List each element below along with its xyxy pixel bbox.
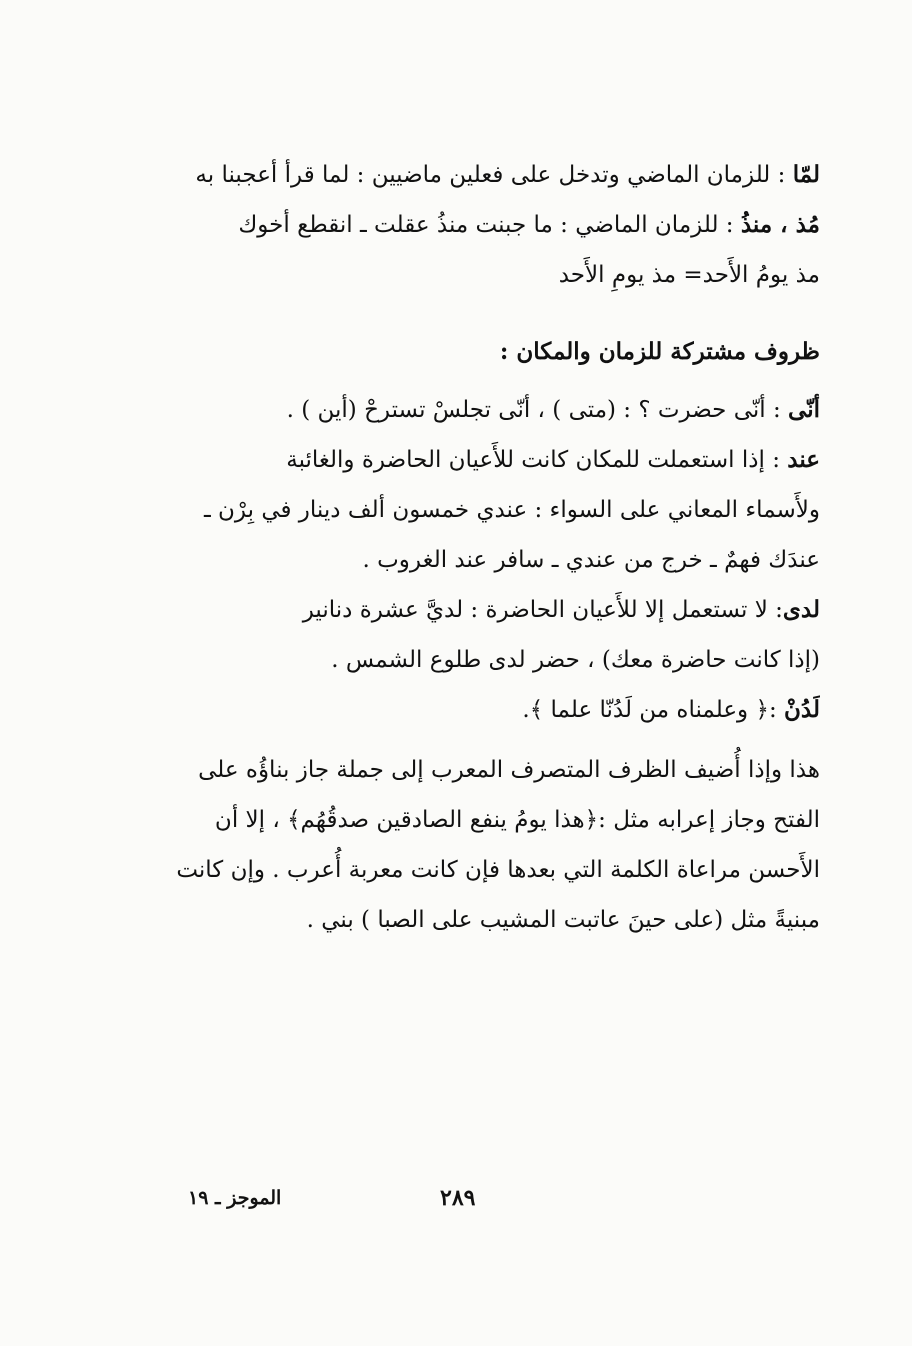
term-lada: لدى: [782, 596, 820, 623]
line-text: ولأَسماء المعاني على السواء : عندي خمسون ألف دينار في بِرْن ـ: [203, 497, 820, 523]
text-line: [140, 150, 820, 200]
line-text: :﴿ وعلمناه من لَدُنّا علما ﴾.: [522, 697, 785, 723]
paragraph-line: الأَحسن مراعاة الكلمة التي بعدها فإن كانت معربة أُعرب . وإن كانت: [176, 857, 820, 883]
line-text: : أنّى حضرت ؟ : (متى ) ، أنّى تجلسْ تسترحْ (أين ) .: [286, 397, 789, 423]
term-inda: عند: [787, 446, 820, 473]
text-line: [140, 585, 820, 635]
term-mudh: مُذ ، منذُ: [740, 211, 820, 238]
text-line: [140, 250, 820, 300]
line-text: : إذا استعملت للمكان كانت للأَعيان الحاضرة والغائبة: [286, 447, 788, 473]
section-shared-adverbs: [140, 385, 820, 735]
text-line: [140, 685, 820, 735]
page-number: ٢٨٩: [440, 1185, 476, 1211]
section-heading: ظروف مشتركة للزمان والمكان :: [499, 338, 820, 365]
term-anna: أنّى: [788, 396, 820, 423]
signature-mark: الموجز ـ ١٩: [188, 1187, 282, 1209]
term-ladun: لَدُنْ: [784, 696, 820, 723]
text-line: [140, 435, 820, 485]
line-text: عندَك فهمٌ ـ خرج من عندي ـ سافر عند الغروب .: [362, 547, 820, 573]
paragraph-line: هذا وإذا أُضيف الظرف المتصرف المعرب إلى جملة جاز بناؤُه على: [198, 757, 820, 783]
section-time-adverbs: [140, 150, 820, 300]
line-text: (إذا كانت حاضرة معك) ، حضر لدى طلوع الشمس .: [331, 647, 820, 673]
text-line: [140, 385, 820, 435]
paragraph-line: مبنيةً مثل (على حينَ عاتبت المشيب على الصبا ) بني .: [306, 907, 820, 933]
text-line: [140, 485, 820, 535]
paragraph-line: الفتح وجاز إعرابه مثل :﴿هذا يومُ ينفع الصادقين صدقُهُم﴾ ، إلا أن: [214, 807, 820, 833]
closing-paragraph: [140, 745, 820, 945]
line-text: : لا تستعمل إلا للأَعيان الحاضرة : لديَّ عشرة دنانير: [302, 597, 783, 623]
line-text: : للزمان الماضي : ما جبنت منذُ عقلت ـ انقطع أخوك: [238, 212, 741, 238]
line-text: : للزمان الماضي وتدخل على فعلين ماضيين : لما قرأ أعجبنا به: [195, 162, 793, 188]
text-line: [140, 535, 820, 585]
text-line: [140, 635, 820, 685]
term-lamma: لمّا: [792, 161, 820, 188]
line-text: مذ يومُ الأَحد= مذ يومِ الأَحد: [558, 262, 820, 288]
text-line: [140, 200, 820, 250]
